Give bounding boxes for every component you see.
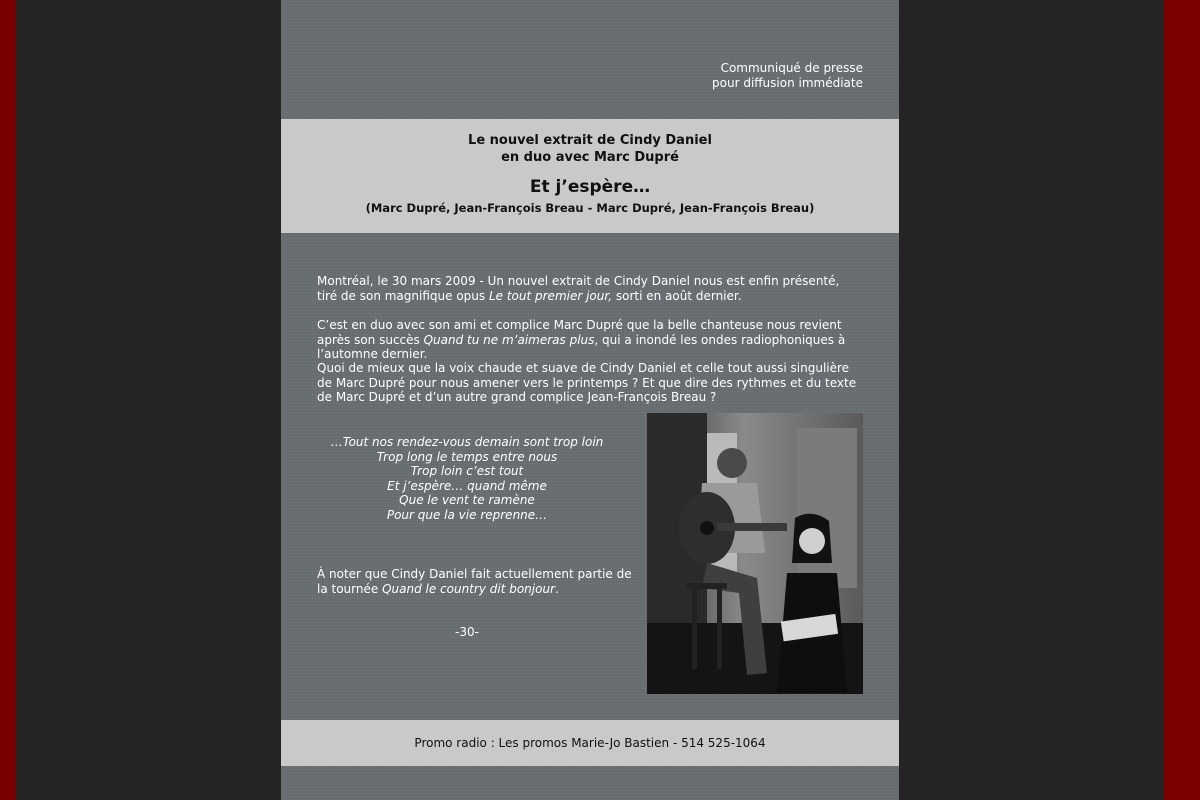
paragraph-intro-end: sorti en août dernier.	[612, 288, 742, 303]
headline	[281, 132, 899, 166]
duo-photo-illustration	[647, 413, 863, 694]
lyrics-excerpt	[317, 435, 617, 523]
headline-line1: Le nouvel extrait de Cindy Daniel	[468, 133, 712, 148]
footer-band	[281, 720, 899, 766]
title-band	[281, 119, 899, 233]
paragraph-intro-text: Montréal, le 30 mars 2009 - Un nouvel extrait de Cindy Daniel nous est enfin présenté, tiré de son magnifique opus	[317, 274, 840, 303]
paragraph-spring: Quoi de mieux que la voix chaude et suave de Cindy Daniel et celle tout aussi singulière de Marc Dupré pour nous amener vers le printemps ? Et que dire des rythmes et du texte de Marc Dupré et d’un autre grand complice Jean-François Breau ?	[317, 361, 857, 405]
lyric-line: …Tout nos rendez-vous demain sont trop loin	[330, 435, 604, 449]
lyric-line: Trop long le temps entre nous	[376, 449, 558, 464]
tour-note-text: À noter que Cindy Daniel fait actuellement partie de la tournée	[317, 567, 632, 596]
paragraph-duo-text: C’est en duo avec son ami et complice Marc Dupré que la belle chanteuse nous revient après son succès	[317, 318, 842, 347]
song-credits: (Marc Dupré, Jean-François Breau - Marc Dupré, Jean-François Breau)	[365, 201, 815, 215]
duo-photo	[647, 413, 863, 694]
headline-line2: en duo avec Marc Dupré	[501, 150, 679, 165]
lyric-line: Pour que la vie reprenne…	[386, 507, 548, 522]
previous-single-title: Quand tu ne m’aimeras plus	[423, 332, 595, 347]
paragraph-duo	[317, 318, 863, 362]
press-release-label	[712, 61, 863, 91]
lyric-line: Et j’espère… quand même	[387, 478, 547, 493]
album-title: Le tout premier jour,	[488, 288, 613, 303]
press-release-line1: Communiqué de presse	[720, 61, 863, 75]
paragraph-intro	[317, 274, 863, 303]
tour-note-end: .	[555, 581, 559, 596]
promo-contact: Promo radio : Les promos Marie-Jo Bastien - 514 525-1064	[414, 736, 766, 750]
tour-note	[317, 567, 637, 596]
lyric-line: Trop loin c’est tout	[410, 464, 524, 479]
tour-title: Quand le country dit bonjour	[382, 581, 555, 596]
end-mark: -30-	[455, 625, 479, 639]
left-red-border	[0, 0, 16, 800]
song-title: Et j’espère…	[529, 177, 651, 197]
paragraph-duo-end: , qui a inondé les ondes radiophoniques à l’automne dernier.	[317, 332, 846, 362]
right-red-border	[1164, 0, 1200, 800]
press-release-line2: pour diffusion immédiate	[712, 76, 863, 90]
press-release-page	[281, 0, 899, 800]
lyric-line: Que le vent te ramène	[399, 493, 535, 508]
